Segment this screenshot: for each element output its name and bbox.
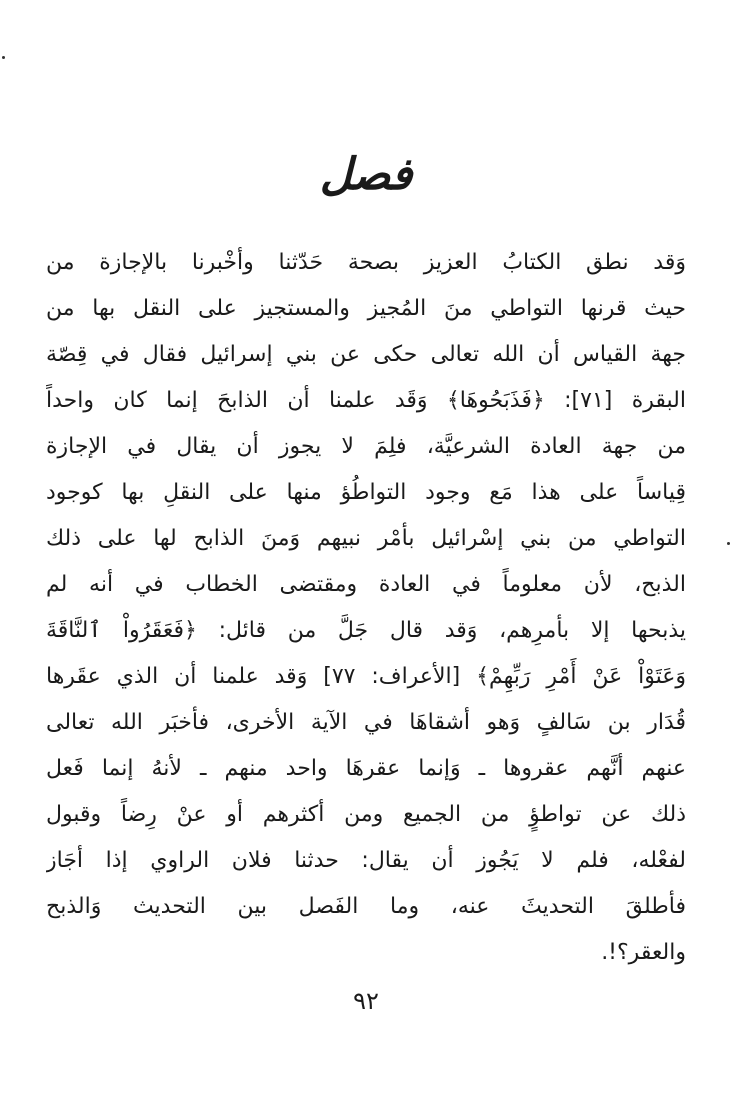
scan-speck	[727, 542, 730, 545]
text-line: البقرة [٧١]: ﴿فَذَبَحُوهَا﴾ وَقَد علمنا أن الذابحَ إنما كان واحداً	[46, 388, 686, 413]
text-line: وَعَتَوْاْ عَنْ أَمْرِ رَبِّهِمْ﴾ [الأعراف: ٧٧] وَقد علمنا أن الذي عقَرها	[46, 664, 686, 689]
page-number: ٩٢	[353, 987, 379, 1015]
text-line: عنهم أنَّهم عقروها ـ وَإنما عقرهَا واحد منهم ـ لأنهُ إنما فَعل	[46, 756, 686, 781]
scan-speck	[2, 56, 5, 59]
text-line: لفعْله، فلم لا يَجُوز أن يقال: حدثنا فلان الراوي إذا أجَاز	[46, 848, 686, 873]
text-line: جهة القياس أن الله تعالى حكى عن بني إسرائيل فقال في قِصّة	[46, 342, 686, 367]
text-line: والعقر؟!.	[601, 940, 686, 965]
text-line: يذبحها إلا بأمرِهم، وَقد قال جَلَّ من قائل: ﴿فَعَقَرُواْ ٱلنَّاقَةَ	[46, 618, 686, 643]
text-line: الذبح، لأن معلوماً في العادة ومقتضى الخطاب في أنه لم	[46, 572, 686, 597]
text-line: التواطي من بني إسْرائيل بأمْر نبيهم وَمنَ الذابح لها على ذلك	[46, 526, 686, 551]
text-line: حيث قرنها التواطي منَ المُجيز والمستجيز على النقل بها من	[46, 296, 686, 321]
section-heading: فصل	[319, 149, 413, 200]
text-line: من جهة العادة الشرعيَّة، فلِمَ لا يجوز أن يقال في الإجازة	[46, 434, 686, 459]
text-line: فأطلقَ التحديثَ عنه، وما الفَصل بين التحديث وَالذبح	[46, 894, 686, 919]
text-line: قِياساً على هذا مَع وجود التواطُؤ منها على النقلِ بها كوجود	[46, 480, 686, 505]
text-line: ذلك عن تواطؤٍ من الجميع ومن أكثرهم أو عنْ رِضاً وقبول	[46, 802, 686, 827]
text-line: قُدَار بن سَالفٍ وَهو أشقاهَا في الآية الأخرى، فأخبَر الله تعالى	[46, 710, 686, 735]
text-line: وَقد نطق الكتابُ العزيز بصحة حَدّثنا وأخْبرنا بالإجازة من	[46, 250, 686, 275]
body-text	[46, 240, 686, 976]
